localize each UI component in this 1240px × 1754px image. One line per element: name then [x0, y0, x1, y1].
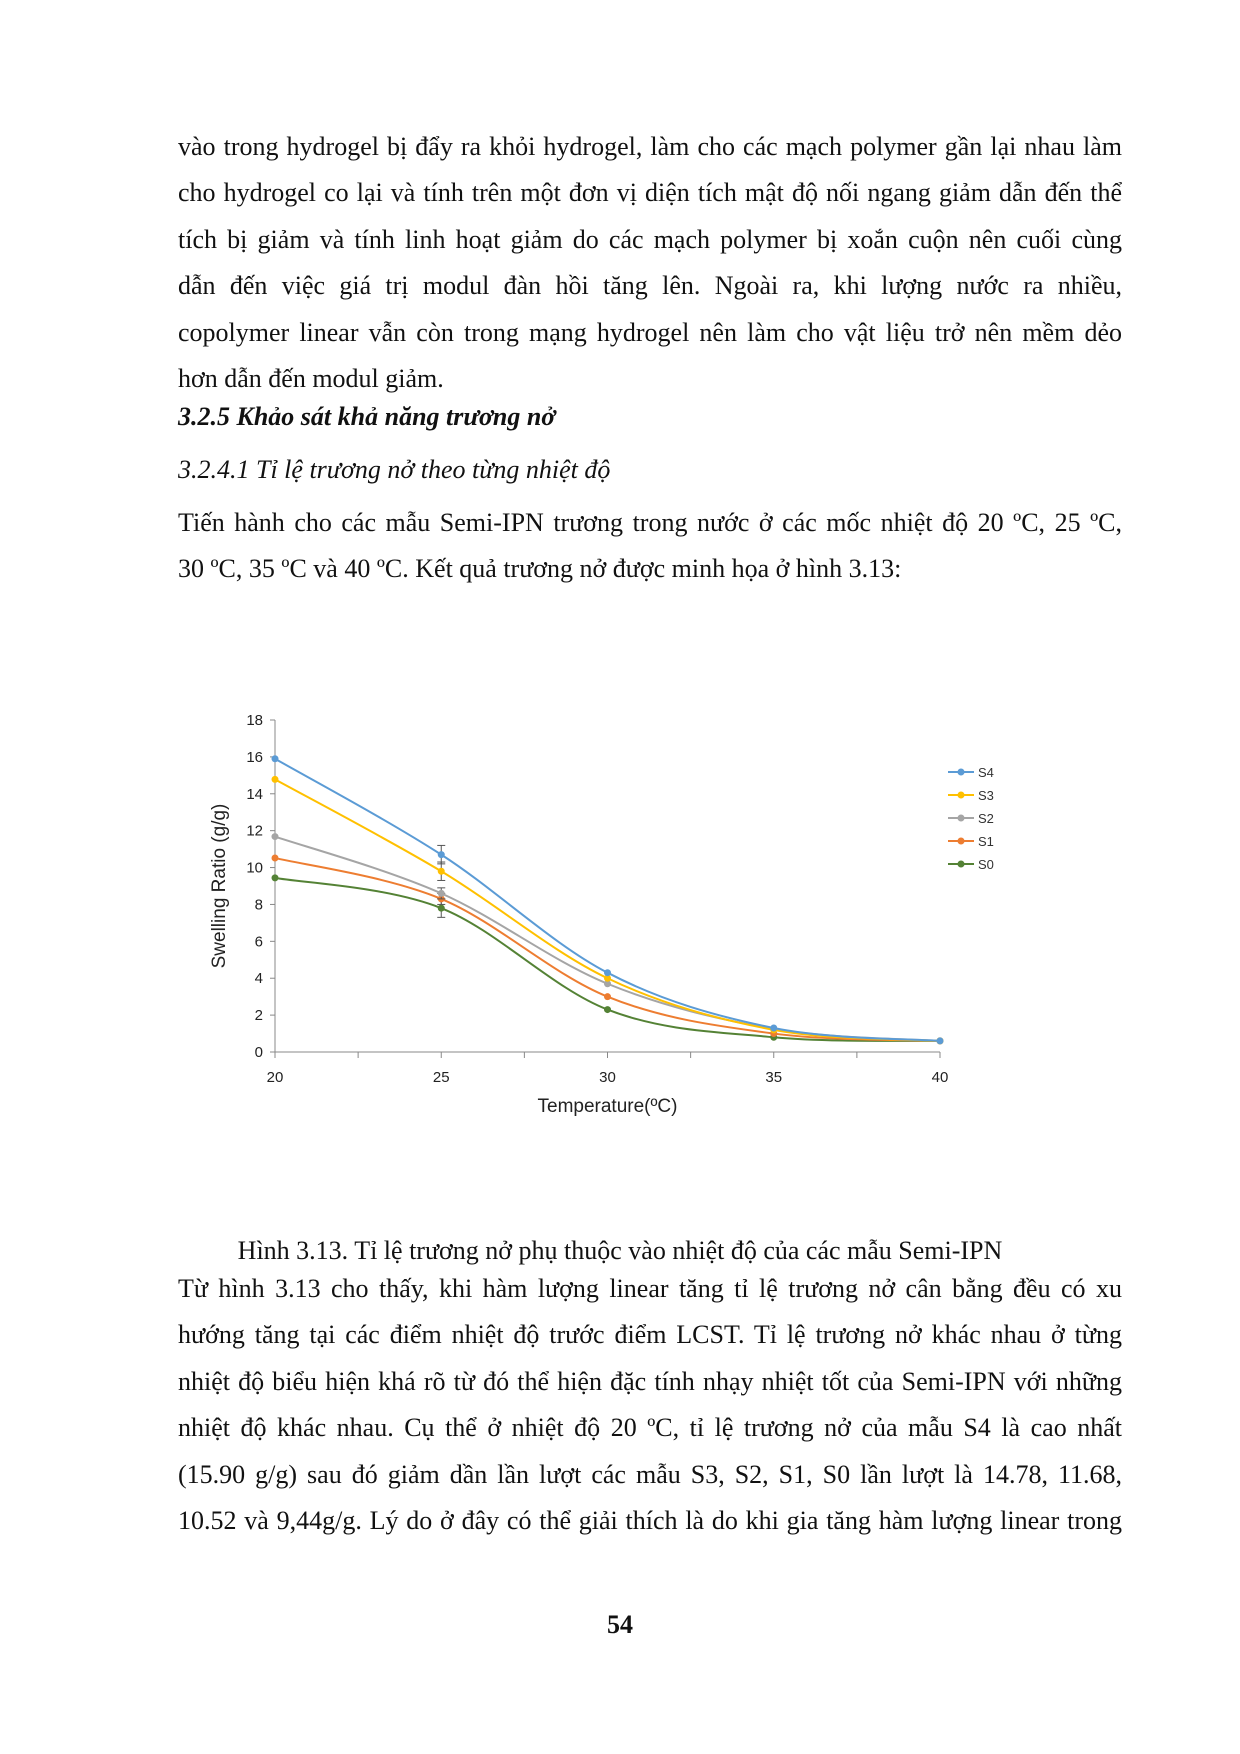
x-tick-label: 40 [931, 1069, 949, 1086]
paragraph-line: Từ hình 3.13 cho thấy, khi hàm lượng linear tăng tỉ lệ trương nở cân bằng đều có xu [178, 1274, 1122, 1303]
data-point-s4 [770, 1025, 777, 1032]
data-point-s0 [604, 1006, 611, 1013]
x-tick-label: 30 [599, 1069, 616, 1086]
paragraph-line: copolymer linear vẫn còn trong mạng hydrogel nên làm cho vật liệu trở nên mềm dẻo [178, 317, 1122, 347]
data-point-s1 [604, 993, 611, 1000]
paragraph-line: nhiệt độ biểu hiện khá rõ từ đó thể hiện đặc tính nhạy nhiệt tốt của Semi-IPN với những [178, 1366, 1122, 1396]
paragraph-line: nhiệt độ khác nhau. Cụ thể ở nhiệt độ 20 ºC, tỉ lệ trương nở của mẫu S4 là cao nhất [178, 1413, 1122, 1443]
y-axis-label: Swelling Ratio (g/g) [209, 803, 230, 969]
paragraph-line: dẫn đến việc giá trị modul đàn hồi tăng lên. Ngoài ra, khi lượng nước ra nhiều, [178, 271, 1122, 301]
x-tick-label: 35 [765, 1069, 783, 1086]
legend-marker-s3 [958, 792, 965, 799]
legend-marker-s4 [958, 769, 965, 776]
paragraph-line: hướng tăng tại các điểm nhiệt độ trước điểm LCST. Tỉ lệ trương nở khác nhau ở từng [178, 1320, 1122, 1350]
data-point-s4 [438, 851, 445, 858]
subsection-heading: 3.2.4.1 Tỉ lệ trương nở theo từng nhiệt độ [178, 455, 611, 484]
legend-label-s1: S1 [978, 834, 994, 849]
y-tick-label: 10 [246, 859, 263, 877]
legend-label-s4: S4 [978, 765, 994, 780]
legend-marker-s2 [958, 815, 965, 822]
series-line-s0 [275, 878, 940, 1041]
data-point-s3 [272, 776, 279, 783]
paragraph-line: tích bị giảm và tính linh hoạt giảm do các mạch polymer bị xoắn cuộn nên cuối cùng [178, 224, 1122, 254]
data-point-s1 [272, 854, 279, 861]
y-tick-label: 6 [254, 933, 263, 951]
data-point-s4 [604, 969, 611, 976]
y-tick-label: 2 [254, 1007, 263, 1025]
paragraph-line: vào trong hydrogel bị đẩy ra khỏi hydrogel, làm cho các mạch polymer gần lại nhau làm [178, 132, 1122, 161]
legend-label-s0: S0 [978, 857, 994, 872]
paragraph-line: (15.90 g/g) sau đó giảm dần lần lượt các mẫu S3, S2, S1, S0 lần lượt là 14.78, 11.68, [178, 1459, 1122, 1489]
x-tick-label: 20 [266, 1069, 284, 1086]
data-point-s2 [438, 890, 445, 897]
legend-marker-s0 [958, 861, 965, 868]
paragraph-2 [178, 500, 1122, 593]
x-tick-label: 25 [432, 1069, 450, 1086]
data-point-s0 [272, 874, 279, 881]
data-point-s2 [272, 833, 279, 840]
paragraph-line: cho hydrogel co lại và tính trên một đơn vị diện tích mật độ nối ngang giảm dẫn đến thể [178, 178, 1122, 208]
data-point-s4 [272, 755, 279, 762]
page-number: 54 [607, 1610, 633, 1639]
paragraph-1 [178, 124, 1122, 402]
legend-label-s3: S3 [978, 788, 994, 803]
y-tick-label: 18 [246, 712, 263, 729]
legend-label-s2: S2 [978, 811, 994, 826]
y-tick-label: 16 [246, 748, 263, 766]
data-point-s4 [937, 1037, 944, 1044]
y-tick-label: 8 [254, 896, 263, 914]
data-point-s0 [438, 905, 445, 912]
paragraph-line: 10.52 và 9,44g/g. Lý do ở đây có thể giải thích là do khi gia tăng hàm lượng linear trong [178, 1506, 1122, 1536]
y-tick-label: 0 [254, 1044, 263, 1061]
series-line-s1 [275, 858, 940, 1041]
x-axis-label: Temperature(ºC) [537, 1096, 678, 1117]
y-tick-label: 14 [246, 785, 263, 803]
paragraph-line: hơn dẫn đến modul giảm. [178, 364, 444, 394]
y-tick-label: 4 [254, 970, 263, 988]
series-line-s3 [275, 779, 940, 1041]
paragraph-line: Tiến hành cho các mẫu Semi-IPN trương trong nước ở các mốc nhiệt độ 20 ºC, 25 ºC, [178, 508, 1122, 537]
legend-marker-s1 [958, 838, 965, 845]
paragraph-3 [178, 1266, 1122, 1544]
swelling-ratio-chart [180, 700, 1060, 1180]
section-heading: 3.2.5 Khảo sát khả năng trương nở [178, 402, 556, 431]
data-point-s3 [438, 868, 445, 875]
y-tick-label: 12 [246, 822, 263, 840]
figure-caption: Hình 3.13. Tỉ lệ trương nở phụ thuộc vào nhiệt độ của các mẫu Semi-IPN [237, 1236, 1003, 1265]
paragraph-line: 30 ºC, 35 ºC và 40 ºC. Kết quả trương nở được minh họa ở hình 3.13: [178, 554, 902, 584]
